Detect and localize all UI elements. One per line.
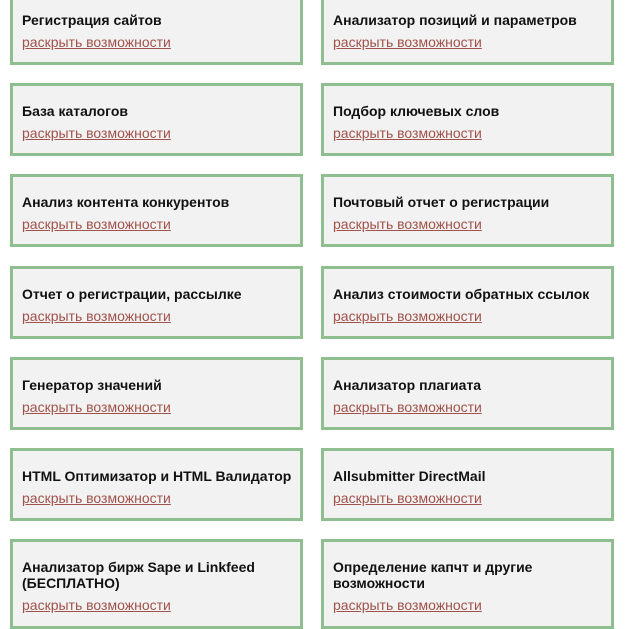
expand-features-link[interactable]: раскрыть возможности — [333, 308, 482, 324]
feature-card — [10, 266, 303, 339]
expand-features-link[interactable]: раскрыть возможности — [22, 308, 171, 324]
feature-card — [10, 539, 303, 629]
feature-title: Анализатор позиций и параметров — [333, 12, 577, 28]
expand-features-link[interactable]: раскрыть возможности — [22, 125, 171, 141]
feature-title: База каталогов — [22, 103, 128, 119]
feature-title: Анализ стоимости обратных ссылок — [333, 286, 590, 302]
feature-title: Регистрация сайтов — [22, 12, 162, 28]
feature-card — [321, 357, 614, 430]
feature-card — [321, 266, 614, 339]
feature-title: HTML Оптимизатор и HTML Валидатор — [22, 468, 292, 484]
expand-features-link[interactable]: раскрыть возможности — [333, 490, 482, 506]
expand-features-link[interactable]: раскрыть возможности — [333, 125, 482, 141]
expand-features-link[interactable]: раскрыть возможности — [22, 490, 171, 506]
expand-features-link[interactable]: раскрыть возможности — [333, 399, 482, 415]
feature-title: Отчет о регистрации, рассылке — [22, 286, 242, 302]
feature-card — [10, 174, 303, 247]
feature-card — [321, 0, 614, 65]
expand-features-link[interactable]: раскрыть возможности — [333, 216, 482, 232]
feature-card — [10, 0, 303, 65]
expand-features-link[interactable]: раскрыть возможности — [22, 597, 171, 613]
feature-card — [321, 448, 614, 521]
expand-features-link[interactable]: раскрыть возможности — [22, 216, 171, 232]
feature-card — [321, 539, 614, 629]
feature-title: Allsubmitter DirectMail — [333, 468, 486, 484]
feature-title: Анализатор плагиата — [333, 377, 482, 393]
feature-title: Подбор ключевых слов — [333, 103, 500, 119]
feature-card — [10, 357, 303, 430]
expand-features-link[interactable]: раскрыть возможности — [333, 34, 482, 50]
expand-features-link[interactable]: раскрыть возможности — [333, 597, 482, 613]
feature-title: Почтовый отчет о регистрации — [333, 194, 550, 210]
feature-card — [10, 448, 303, 521]
feature-title: Анализатор бирж Sape и Linkfeed (БЕСПЛАТНО) — [22, 559, 255, 591]
feature-title: Анализ контента конкурентов — [22, 194, 230, 210]
expand-features-link[interactable]: раскрыть возможности — [22, 34, 171, 50]
feature-title: Генератор значений — [22, 377, 162, 393]
feature-card — [321, 174, 614, 247]
feature-title: Определение капчт и другие возможности — [333, 559, 533, 591]
feature-card — [321, 83, 614, 156]
expand-features-link[interactable]: раскрыть возможности — [22, 399, 171, 415]
feature-card — [10, 83, 303, 156]
